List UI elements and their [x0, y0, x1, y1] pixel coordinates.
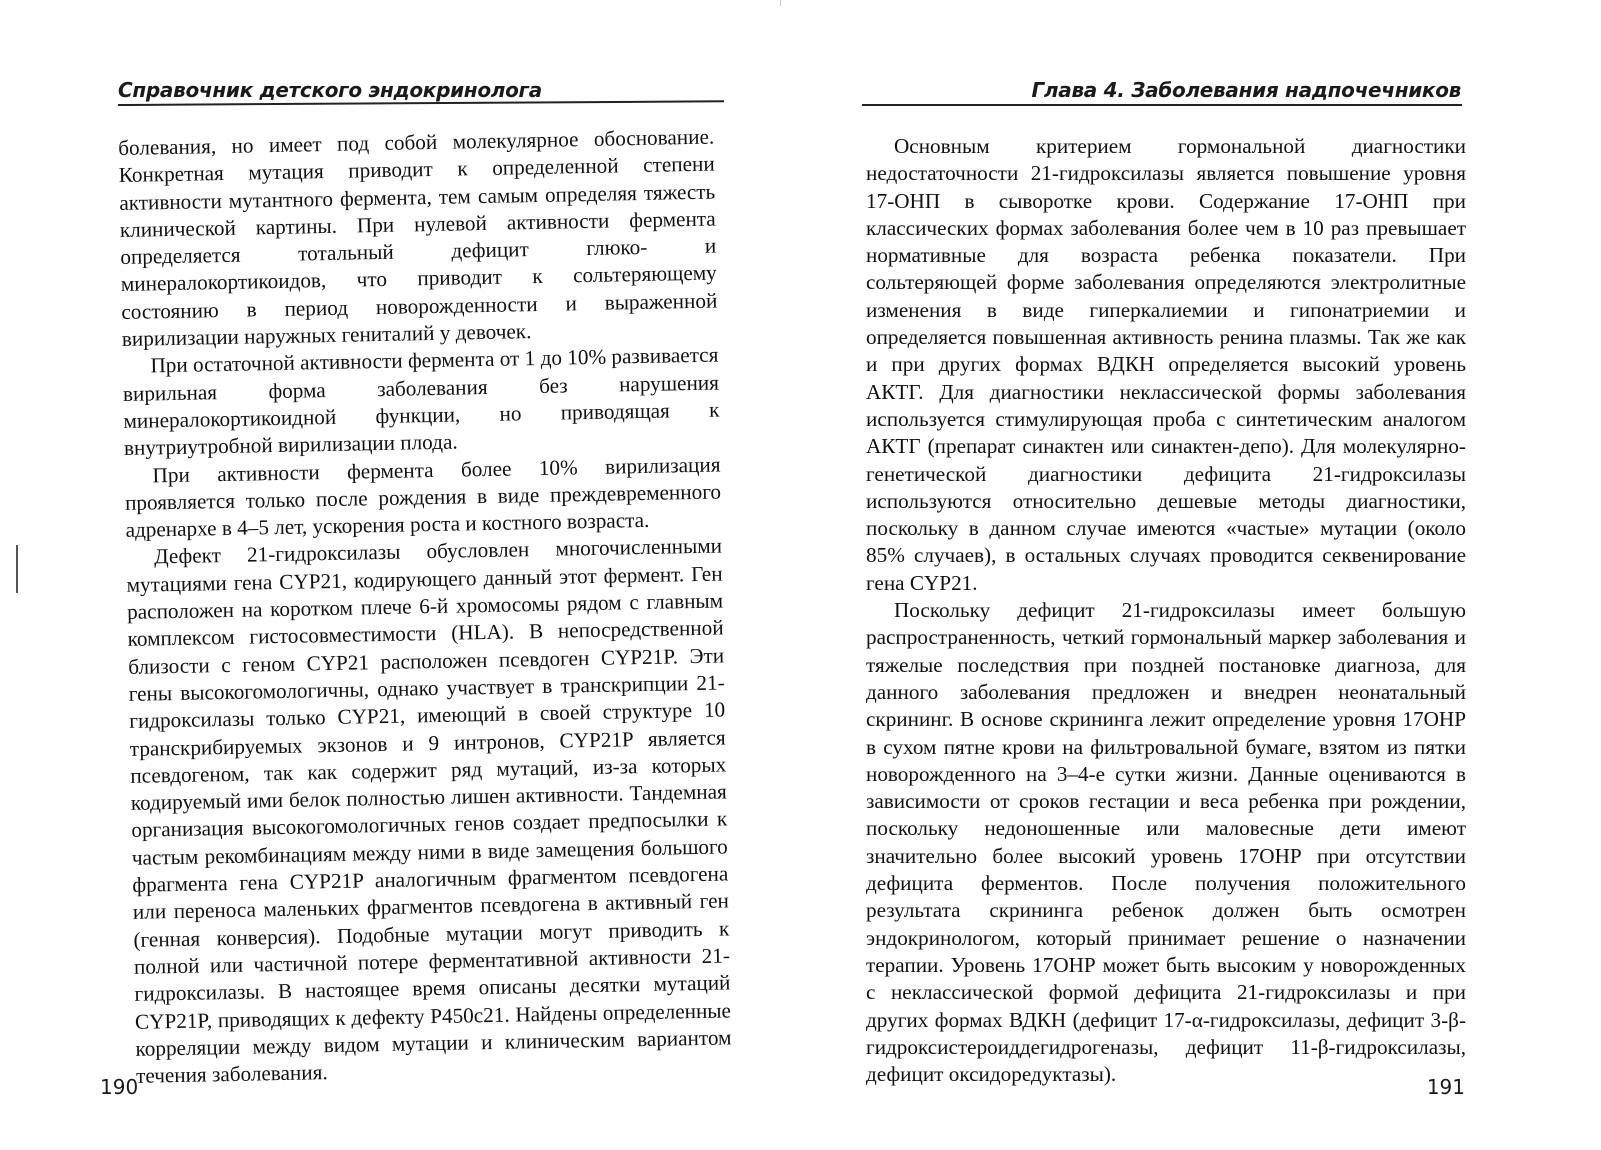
header-rule-right [862, 104, 1462, 106]
paragraph: Основным критерием гормональной диагностики недостаточности 21-гидроксилазы является повышение уровня 17-ОНП в сыворотке крови. Содержание 17-ОНП при классических формах заболевания более чем в 10 раз превышает нормативные для возраста ребенка показатели. При сольтеряющей форме заболевания определяются электролитные изменения в виде гиперкалиемии и гипонатриемии и определяется повышенная активность ренина плазмы. Так же как и при других формах ВДКН определяется высокий уровень АКТГ. Для диагностики неклассической формы заболевания используется стимулирующая проба с синтетическим аналогом АКТГ (препарат синактен или синактен-депо). Для молекулярно-генетической диагностики дефицита 21-гидроксилазы используются относительно дешевые методы диагностики, поскольку в данном случае имеются «частые» мутации (около 85% случаев), в остальных случаях проводится секвенирование гена CYP21. [866, 134, 1466, 595]
left-page-body [118, 124, 732, 1091]
left-page [0, 0, 780, 1150]
margin-mark [16, 545, 18, 593]
paragraph: болевания, но имеет под собой молекулярное обоснование. Конкретная мутация приводит к определенной степени активности мутантного фермента, тем самым определяя тяжесть клинической картины. При нулевой активности фермента определяется тотальный дефицит глюко- и минералокортикоидов, что приводит к сольтеряющему состоянию в период новорожденности и выраженной вирилизации наружных гениталий у девочек. [118, 124, 718, 352]
paragraph: При остаточной активности фермента от 1 до 10% развивается вирильная форма заболевания без нарушения минералокортикоидной функции, но приводящая к внутриутробной вирилизации плода. [122, 342, 720, 461]
running-head-right: Глава 4. Заболевания надпочечников [1031, 78, 1461, 102]
page-number-right: 191 [1426, 1075, 1465, 1099]
page-number-left: 190 [100, 1075, 139, 1099]
paragraph: Дефект 21-гидроксилазы обусловлен многочисленными мутациями гена CYP21, кодирующего данный этот фермент. Ген расположен на коротком плече 6-й хромосомы рядом с главным комплексом гистосовместимости (HLA). В непосредственной близости с геном CYP21 расположен псевдоген CYP21P. Эти гены высокогомологичны, однако участвует в транскрипции 21-гидроксилазы только CYP21, имеющий в своей структуре 10 транскрибируемых экзонов и 9 интронов, CYP21P является псевдогеном, так как содержит ряд мутаций, из-за которых кодируемый ими белок полностью лишен активности. Тандемная организация высокогомологичных генов создает предпосылки к частым рекомбинациям между ними в виде замещения большого фрагмента гена CYP21P аналогичным фрагментом псевдогена или переноса маленьких фрагментов псевдогена в активный ген (генная конверсия). Подобные мутации могут приводить к полной или частичной потере ферментативной активности 21-гидроксилазы. В настоящее время описаны десятки мутаций CYP21P, приводящих к дефекту P450c21. Найдены определенные корреляции между видом мутации и клиническим вариантом течения заболевания. [126, 533, 732, 1088]
paragraph: При активности фермента более 10% вирилизация проявляется только после рождения в виде преждевременного адренархе в 4–5 лет, ускорения роста и костного возраста. [124, 452, 722, 543]
gutter-mark [780, 0, 781, 6]
right-page-body [866, 133, 1466, 1088]
right-page [820, 0, 1601, 1150]
paragraph: Поскольку дефицит 21-гидроксилазы имеет большую распространенность, четкий гормональный маркер заболевания и тяжелые последствия при поздней постановке диагноза, для данного заболевания предложен и внедрен неонатальный скрининг. В основе скрининга лежит определение уровня 17ОНР в сухом пятне крови на фильтровальной бумаге, взятом из пятки новорожденного на 3–4-е сутки жизни. Данные оцениваются в зависимости от сроков гестации и веса ребенка при рождении, поскольку недоношенные или маловесные дети имеют значительно более высокий уровень 17ОНР при отсутствии дефицита ферментов. После получения положительного результата скрининга ребенок должен быть осмотрен эндокринологом, который принимает решение о назначении терапии. Уровень 17ОНР может быть высоким у новорожденных с неклассической формой дефицита 21-гидроксилазы и при других формах ВДКН (дефицит 17-α-гидроксилазы, дефицит 3-β-гидроксистероиддегидрогеназы, дефицит 11-β-гидроксилазы, дефицит оксидоредуктазы). [866, 598, 1466, 1087]
running-head-left: Справочник детского эндокринолога [118, 78, 542, 102]
